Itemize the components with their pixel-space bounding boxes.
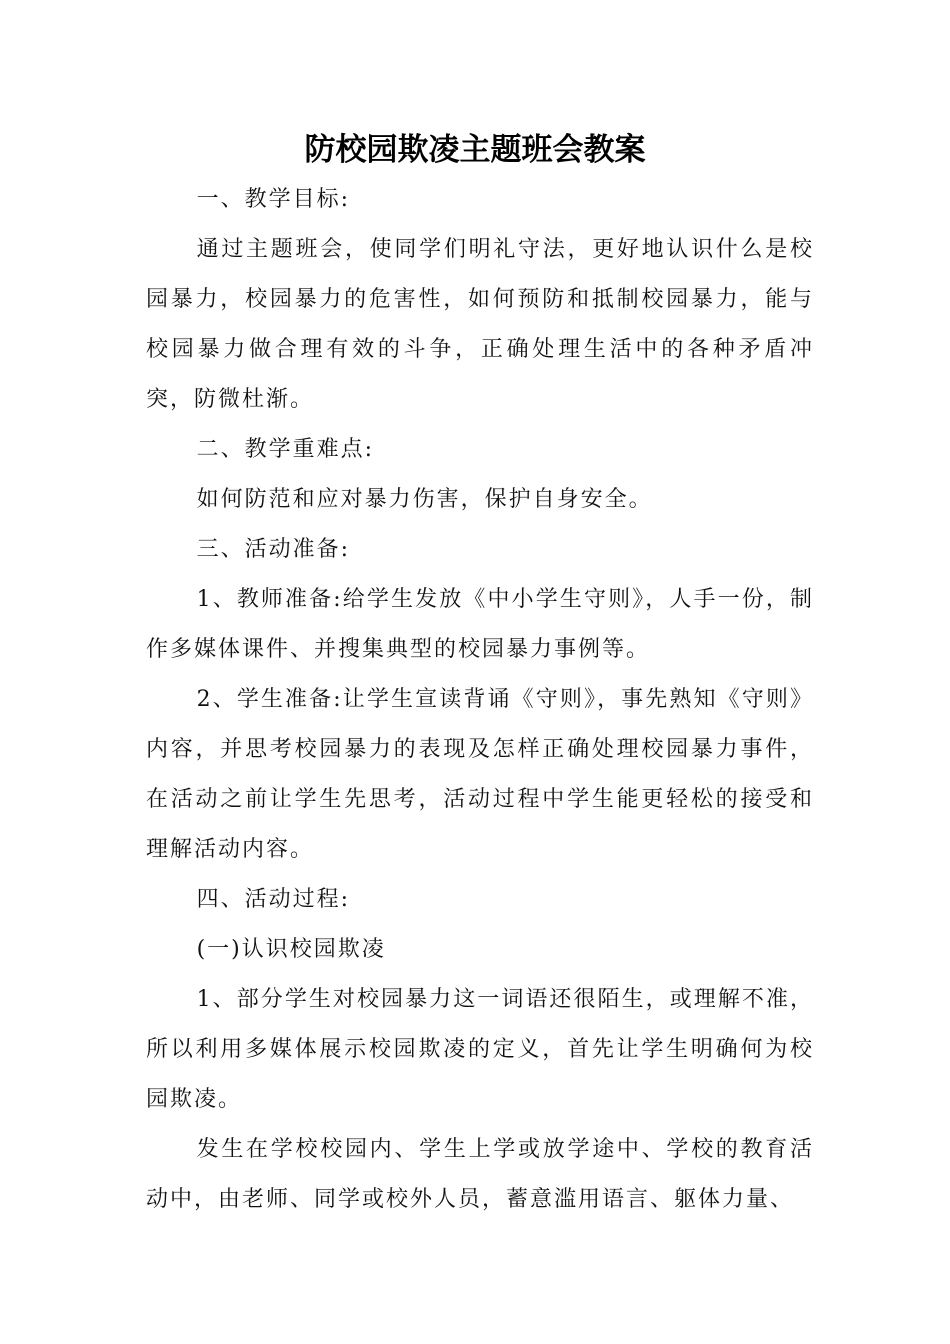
heading-activity-process: 四、活动过程: [196, 887, 351, 912]
paragraph-teacher-preparation: 1、教师准备:给学生发放《中小学生守则》，人手一份，制作多媒体课件、并搜集典型的校园暴力事例等。 [146, 587, 814, 662]
paragraph-bullying-definition-intro: 1、部分学生对校园暴力这一词语还很陌生，或理解不准，所以利用多媒体展示校园欺凌的定义，首先让学生明确何为校园欺凌。 [146, 987, 814, 1112]
paragraph-objectives: 通过主题班会，使同学们明礼守法，更好地认识什么是校园暴力，校园暴力的危害性，如何预防和抵制校园暴力，能与校园暴力做合理有效的斗争，正确处理生活中的各种矛盾冲突，防微杜渐。 [146, 237, 814, 412]
paragraph-key-difficulties: 如何防范和应对暴力伤害，保护自身安全。 [196, 487, 653, 512]
heading-activity-preparation: 三、活动准备: [196, 537, 351, 562]
document-body [146, 175, 814, 1225]
heading-teaching-objectives: 一、教学目标: [196, 187, 351, 212]
document-title: 防校园欺凌主题班会教案 [304, 132, 646, 168]
heading-key-difficulties: 二、教学重难点: [196, 437, 375, 462]
subheading-recognize-bullying: (一)认识校园欺凌 [196, 937, 386, 962]
paragraph-student-preparation: 2、学生准备:让学生宣读背诵《守则》，事先熟知《守则》内容，并思考校园暴力的表现及怎样正确处理校园暴力事件，在活动之前让学生先思考，活动过程中学生能更轻松的接受和理解活动内容。 [146, 687, 814, 862]
paragraph-bullying-definition: 发生在学校校园内、学生上学或放学途中、学校的教育活动中，由老师、同学或校外人员，蓄意滥用语言、躯体力量、 [146, 1137, 814, 1212]
